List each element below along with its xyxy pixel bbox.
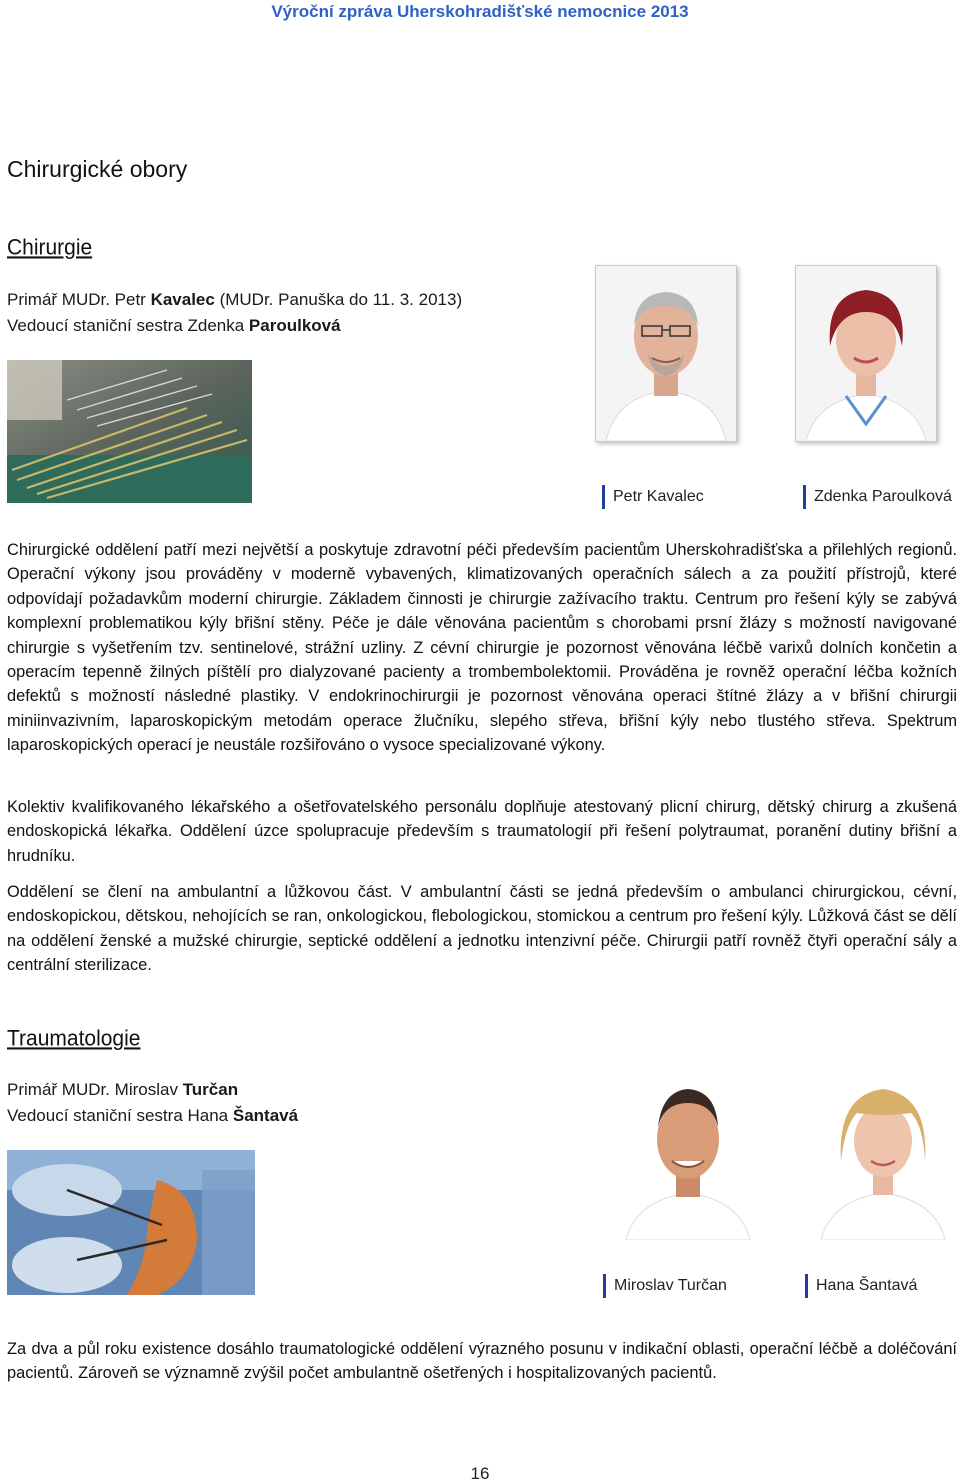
traumatologie-sestra: Vedoucí staniční sestra Hana Šantavá — [7, 1106, 299, 1125]
chirurgie-paragraph-2: Kolektiv kvalifikovaného lékařského a ošetřovatelského personálu doplňuje atestovaný plicní chirurg, dětský chirurg a zkušená endoskopická lékařka. Oddělení úzce spolupracuje především s traumatologií při řešení polytraumat, poranění dutiny břišní a hrudníku. — [7, 798, 957, 865]
portrait-zdenka-paroulkova — [795, 265, 937, 442]
surgical-instruments-photo — [7, 360, 252, 503]
traumatologie-primar: Primář MUDr. Miroslav Turčan — [7, 1080, 239, 1099]
traumatologie-paragraph-1: Za dva a půl roku existence dosáhlo traumatologické oddělení výrazného posunu v indikační oblasti, operační léčbě a doléčování pacientů. Zároveň se významně zvýšil počet ambulantně ošetřených i hospitalizovaných pacientů. — [7, 1340, 957, 1383]
chirurgie-primar: Primář MUDr. Petr Kavalec (MUDr. Panuška do 11. 3. 2013) — [7, 290, 463, 309]
chirurgie-paragraph-3: Oddělení se člení na ambulantní a lůžkovou část. V ambulantní části se jedná především o ambulanci chirurgickou, cévní, endoskopickou, dětskou, nehojících se ran, onkologickou, flebologickou, stomickou a centrum pro řešení kýly. Lůžková část se dělí na oddělení ženské a mužské chirurgie, septické oddělení a jednotku intenzivní péče. Chirurgii patří rovněž čtyři operační sály a centrální sterilizace. — [7, 883, 957, 975]
surgery-procedure-photo — [7, 1150, 255, 1295]
chirurgie-sestra: Vedoucí staniční sestra Zdenka Paroulková — [7, 316, 341, 335]
chirurgie-heading: Chirurgie — [7, 235, 93, 260]
caption-miroslav-turcan: Miroslav Turčan — [603, 1274, 727, 1298]
portrait-hana-santava — [813, 1065, 953, 1240]
traumatologie-staff — [7, 1077, 298, 1129]
portrait-petr-kavalec — [595, 265, 737, 442]
chirurgie-paragraph-1: Chirurgické oddělení patří mezi největší a poskytuje zdravotní péči především pacientům Uherskohradišťska a přilehlých regionů. Operační výkony jsou prováděny v moderně vybavených, klimatizovaných operačních sálech a za použití přístrojů, které odpovídají požadavkům moderní chirurgie. Základem činnosti je chirurgie zažívacího traktu. Centrum pro řešení kýly se zabývá komplexní problematikou kýly břišní stěny. Péče je dále věnována pacientům s chorobami prsní žlázy s možností navigované chirurgie s vyšetřením tzv. sentinelové, strážní uzliny. Z cévní chirurgie je pozornost věnována léčbě varixů dolních končetin a operacím tepenně žilných píštělí pro dialyzované pacienty a trombembolektomii. Prováděna je rovněž operační léčba kožních defektů s možností následné plastiky. V endokrinochirurgii je pozornost věnována operaci štítné žlázy a v břišní chirurgii miniinvazivním, laparoskopickým metodám operace žlučníku, slepého střeva, břišní kýly nebo tlustého střeva. Spektrum laparoskopických operací je neustále rozšiřováno o vysoce specializované výkony. — [7, 541, 957, 755]
portrait-miroslav-turcan — [618, 1065, 758, 1240]
chirurgie-staff — [7, 287, 462, 339]
page-number: 16 — [470, 1464, 490, 1483]
caption-petr-kavalec: Petr Kavalec — [602, 485, 704, 509]
traumatologie-heading: Traumatologie — [7, 1026, 141, 1051]
caption-hana-santava: Hana Šantavá — [805, 1274, 917, 1298]
section-title: Chirurgické obory — [7, 156, 188, 182]
caption-zdenka-paroulkova: Zdenka Paroulková — [803, 485, 952, 509]
report-header: Výroční zpráva Uherskohradišťské nemocnice 2013 — [271, 2, 689, 21]
